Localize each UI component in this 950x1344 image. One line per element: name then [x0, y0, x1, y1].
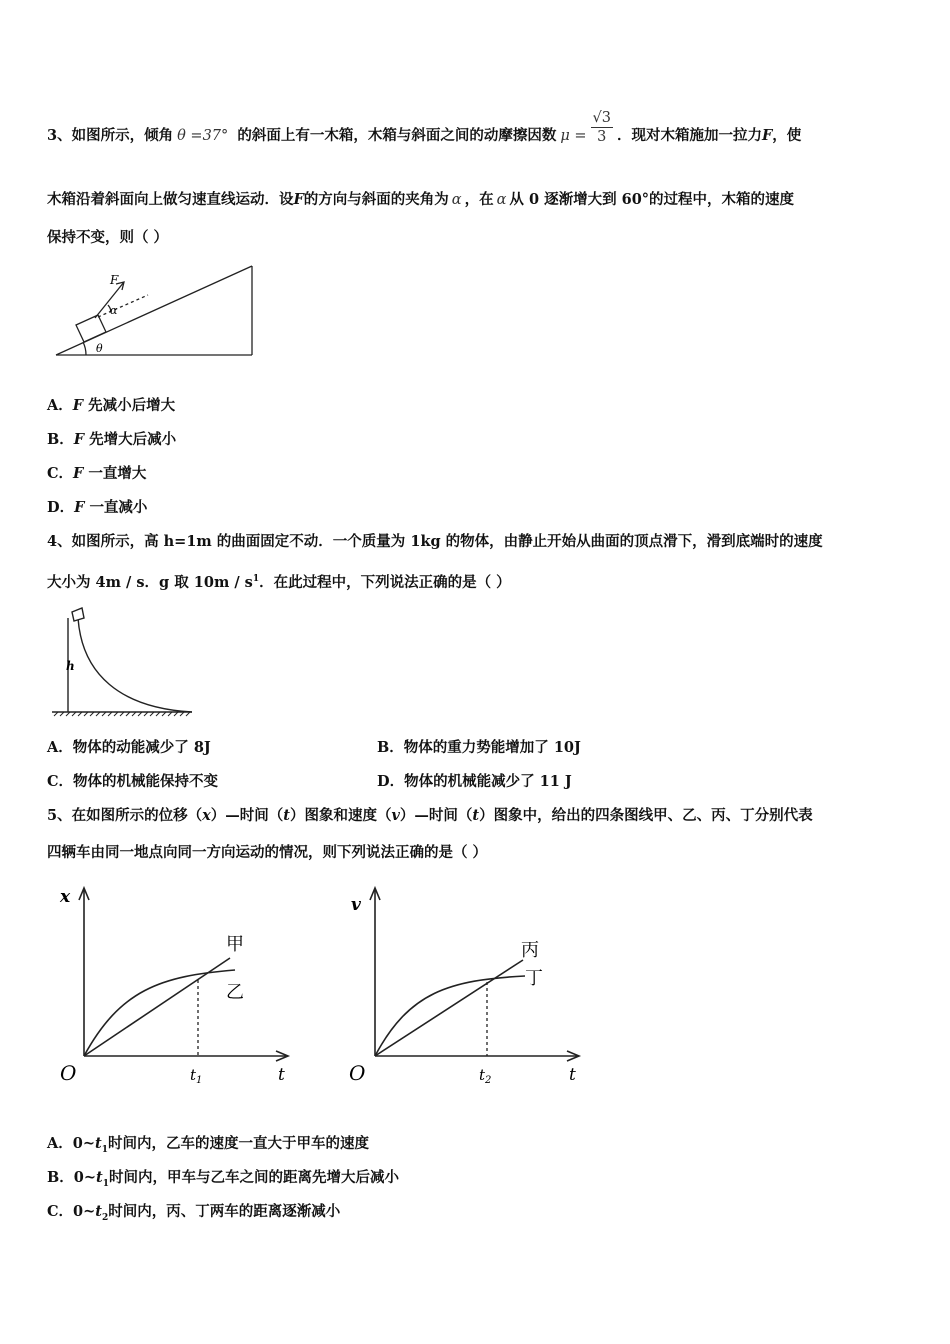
q3-post2: ，使 — [772, 127, 802, 144]
option-letter: D． — [47, 499, 75, 516]
option-text: 时间内，乙车的速度一直大于甲车的速度 — [107, 1135, 369, 1152]
q3-line2-pre: 木箱沿着斜面向上做匀速直线运动．设 — [47, 191, 294, 208]
q5-line1-b: ）—时间（ — [210, 807, 284, 824]
option-var: t — [95, 1135, 102, 1152]
q5-line1 — [47, 806, 813, 826]
q5-option-a[interactable] — [47, 1134, 369, 1160]
xt-y-label: x — [60, 887, 71, 907]
q3-mid: 的斜面上有一木箱，木箱与斜面之间的动摩擦因数 — [232, 127, 557, 144]
option-pre: 0~ — [73, 1203, 96, 1220]
fig-label-theta: θ — [96, 342, 103, 355]
q5-option-b[interactable] — [47, 1168, 399, 1194]
fig-label-F: F — [110, 273, 119, 287]
theta-arc — [83, 342, 86, 355]
q5-line1-e: ）图象中，给出的四条图线甲、乙、丙、丁分别代表 — [479, 807, 813, 824]
q4-line2-pre: 大小为 4m / s．g 取 10m / s — [47, 573, 253, 591]
option-sub: 2 — [102, 1212, 109, 1223]
xt-x-label: t — [278, 1065, 285, 1085]
q3-mu-sym: μ = — [560, 128, 587, 144]
vt-x-label: t — [569, 1065, 576, 1085]
option-letter: B． — [47, 1169, 74, 1186]
option-text: 时间内，甲车与乙车之间的距离先增大后减小 — [108, 1169, 399, 1186]
q3-option-d[interactable] — [47, 498, 147, 518]
option-pre: 0~ — [73, 1169, 97, 1186]
option-letter: B． — [47, 431, 74, 448]
q3-F: F — [762, 127, 773, 144]
q4-curve-figure — [50, 604, 200, 719]
option-text: 物体的动能减少了 8J — [72, 739, 211, 756]
option-text: 物体的机械能保持不变 — [73, 773, 219, 790]
q5-var-t2: t — [472, 807, 480, 824]
q3-incline-figure — [50, 262, 260, 362]
vt-line-bing — [375, 960, 523, 1056]
q5-line1-d: ）—时间（ — [399, 807, 473, 824]
option-var: t — [96, 1169, 103, 1186]
curved-surface — [78, 618, 192, 712]
q4-option-a[interactable] — [47, 738, 211, 758]
vt-label-bing: 丙 — [521, 940, 539, 961]
q3-line2-F: F — [293, 191, 304, 208]
option-letter: A． — [47, 397, 73, 414]
vt-tick-t2: $t_2$ — [479, 1066, 492, 1086]
q5-line2: 四辆车由同一地点向同一方向运动的情况，则下列说法正确的是（ ） — [47, 844, 488, 861]
q4-option-d[interactable] — [377, 772, 572, 792]
option-var: F — [74, 499, 85, 516]
q4-option-b[interactable] — [377, 738, 581, 758]
q5-option-c[interactable] — [47, 1202, 340, 1228]
q3-option-a[interactable] — [47, 396, 175, 416]
option-letter: D． — [377, 773, 405, 790]
option-letter: B． — [377, 739, 404, 756]
option-letter: C． — [47, 465, 74, 482]
q4-line1: 4、如图所示，高 h=1m 的曲面固定不动．一个质量为 1kg 的物体，由静止开始从曲面的顶点滑下，滑到底端时的速度 — [47, 533, 823, 550]
option-text: 时间内，丙、丁两车的距离逐渐减小 — [108, 1203, 341, 1220]
option-letter: A． — [47, 1135, 73, 1152]
option-text: 物体的机械能减少了 11 J — [404, 773, 572, 790]
q3-alpha-1: α — [451, 192, 462, 208]
q5-line1-a: 5、在如图所示的位移（ — [47, 807, 203, 824]
q3-line2-mid: 的方向与斜面的夹角为 — [303, 191, 449, 208]
option-var: t — [95, 1203, 102, 1220]
q5-graph-vt — [345, 880, 605, 1090]
q5-var-x: x — [202, 807, 211, 824]
option-text: 一直增大 — [88, 465, 147, 482]
option-text: 先减小后增大 — [88, 397, 176, 414]
option-letter: C． — [47, 1203, 74, 1220]
option-sub: 1 — [102, 1178, 109, 1189]
q4-option-c[interactable] — [47, 772, 218, 792]
object-block — [72, 608, 84, 621]
q3-mu-denominator: 3 — [597, 128, 607, 145]
fig-label-h: h — [66, 659, 75, 673]
q3-line1 — [47, 109, 802, 146]
q3-mu-numerator: √3 — [592, 109, 611, 126]
option-pre: 0~ — [72, 1135, 96, 1152]
xt-label-jia: 甲 — [226, 934, 244, 955]
option-text: 物体的重力势能增加了 10J — [403, 739, 581, 756]
q4-line2 — [47, 569, 511, 593]
vt-label-ding: 丁 — [525, 968, 543, 989]
q3-line2-mid2: ，在 — [464, 191, 494, 208]
q3-mu-fraction — [591, 109, 613, 146]
q5-var-v: v — [391, 807, 400, 824]
option-var: F — [72, 397, 84, 414]
q3-option-b[interactable] — [47, 430, 176, 450]
vt-y-label: v — [351, 895, 361, 915]
xt-origin: O — [60, 1061, 77, 1085]
q4-line2-post: ．在此过程中，下列说法正确的是（ ） — [259, 573, 511, 591]
option-letter: C． — [47, 773, 74, 790]
q3-post: ．现对木箱施加一拉力 — [617, 127, 762, 144]
vt-origin: O — [349, 1061, 366, 1085]
q5-graph-xt — [50, 880, 310, 1090]
q3-pre: 3、如图所示，倾角 — [47, 127, 174, 144]
q3-line2-post: 从 0 逐渐增大到 60°的过程中，木箱的速度 — [509, 191, 795, 208]
option-text: 先增大后减小 — [89, 431, 177, 448]
option-var: F — [73, 465, 84, 482]
q3-option-c[interactable] — [47, 464, 146, 484]
q3-alpha-2: α — [496, 192, 507, 208]
fig-label-alpha: α — [110, 304, 118, 317]
vt-curve-ding — [375, 976, 525, 1056]
q5-line1-c: ）图象和速度（ — [289, 807, 392, 824]
q3-theta: θ =37° — [177, 128, 229, 144]
q4-line2-sup: 1 — [252, 574, 260, 584]
q3-line2 — [47, 190, 794, 210]
option-text: 一直减小 — [89, 499, 148, 516]
wooden-box — [76, 315, 106, 342]
q5-var-t1: t — [283, 807, 290, 824]
option-letter: A． — [47, 739, 73, 756]
option-var: F — [73, 431, 85, 448]
xt-tick-t1: $t_1$ — [190, 1066, 203, 1086]
xt-curve-yi — [84, 970, 235, 1056]
q3-line3: 保持不变，则（ ） — [47, 229, 169, 246]
option-sub: 1 — [101, 1144, 108, 1155]
xt-label-yi: 乙 — [226, 982, 244, 1003]
